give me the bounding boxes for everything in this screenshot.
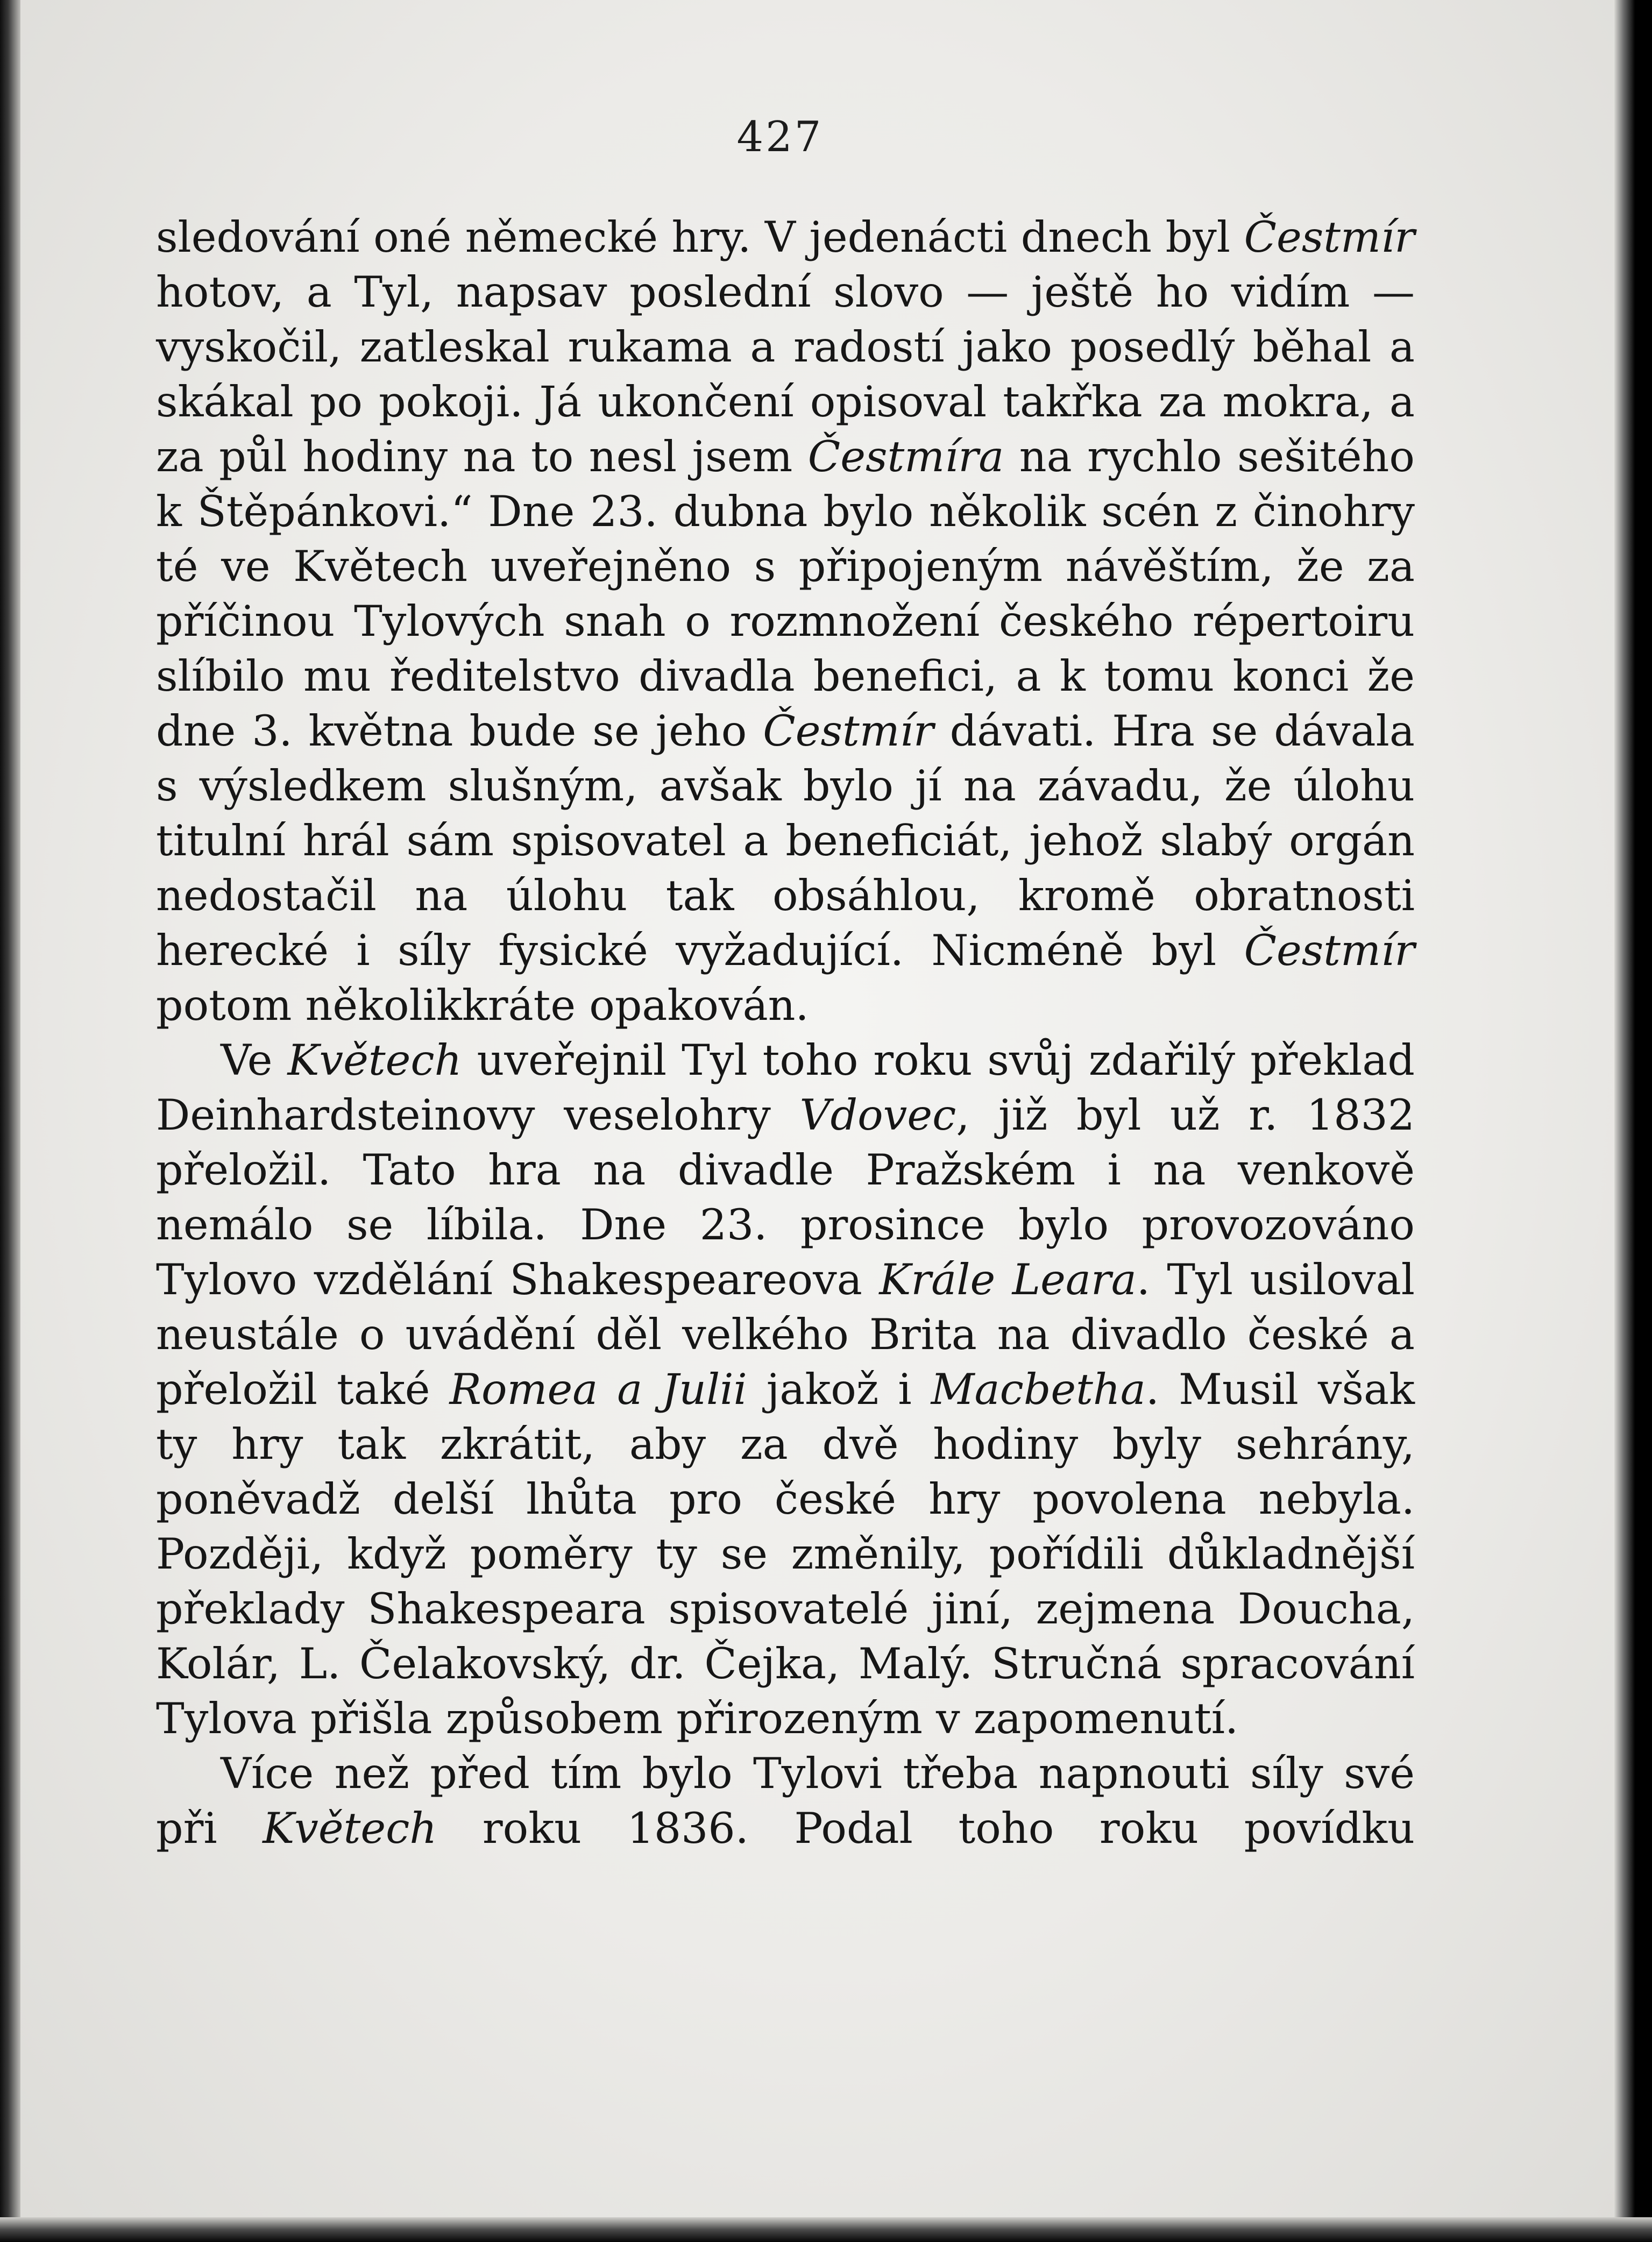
italic-title: Květech xyxy=(287,1035,462,1085)
text-run: na rychlo sešitého k Štěpánkovi.“ Dne 23. dubna bylo několik scén z činohry té ve Květech uveřejněno s připojeným návěštím, že za příčinou Tylových snah o rozmnožení českého répertoiru slíbilo mu ředitelstvo divadla benefici, a k tomu konci že dne 3. května bude se jeho xyxy=(156,432,1415,756)
text-run: , již byl už r. 1832 přeložil. Tato hra na divadle Pražském i na venkově nemálo se líbila. Dne 23. prosince bylo provozováno Tylovo vzdělání Shakespeareova xyxy=(156,1090,1415,1304)
text-run: . Musil však ty hry tak zkrátit, aby za dvě hodiny byly sehrány, poněvadž delší lhůta pro české hry povolena nebyla. Později, když poměry ty se změnily, pořídili důkladnější překlady Shakespeara spisovatelé jiní, zejmena Doucha, Kolár, L. Čelakovský, dr. Čejka, Malý. Stručná spracování Tylova přišla způsobem přirozeným v zapomenutí. xyxy=(156,1365,1415,1743)
scan-left-edge xyxy=(0,0,20,2242)
paragraph-1 xyxy=(156,210,1415,1033)
text-run: . Tyl usiloval neustále o uvádění děl velkého Brita na divadlo české a přeložil také xyxy=(156,1255,1415,1414)
text-run: potom několikkráte opakován. xyxy=(156,981,809,1030)
italic-title: Krále Leara xyxy=(879,1255,1137,1304)
italic-title: Macbetha xyxy=(931,1365,1146,1414)
text-run: Ve xyxy=(221,1035,288,1085)
italic-title: Čestmír xyxy=(763,706,934,756)
italic-title: Čestmír xyxy=(1244,212,1415,262)
text-run: sledování oné německé hry. V jedenácti dnech byl xyxy=(156,212,1244,262)
text-run: uveřejnil Tyl toho roku svůj zdařilý překlad Deinhardsteinovy veselohry xyxy=(156,1035,1415,1140)
italic-title: Čestmír xyxy=(1244,926,1415,975)
italic-title: Květech xyxy=(263,1804,437,1853)
italic-title: Romea a Julii xyxy=(449,1365,747,1414)
scan-right-edge xyxy=(1614,0,1652,2242)
text-run: Více než před tím bylo Tylovi třeba napnouti síly své při xyxy=(156,1749,1415,1853)
page-number: 427 xyxy=(736,113,824,161)
paragraph-3 xyxy=(156,1746,1415,1856)
text-run: hotov, a Tyl, napsav poslední slovo — ještě ho vidím — vyskočil, zatleskal rukama a radostí jako posedlý běhal a skákal po pokoji. Já ukončení opisoval takřka za mokra, a za půl hodiny na to nesl jsem xyxy=(156,267,1415,481)
paragraph-2 xyxy=(156,1033,1415,1746)
text-run: roku 1836. Podal toho roku povídku xyxy=(437,1804,1415,1853)
italic-title: Vdovec xyxy=(799,1090,956,1140)
scan-bottom-edge xyxy=(0,2217,1652,2242)
italic-title: Čestmíra xyxy=(807,432,1004,481)
text-run: jakož i xyxy=(747,1365,931,1414)
text-run: dávati. Hra se dávala s výsledkem slušným, avšak bylo jí na závadu, že úlohu titulní hrál sám spisovatel a beneficiát, jehož slabý orgán nedostačil na úlohu tak obsáhlou, kromě obratnosti herecké i síly fysické vyžadující. Nicméně byl xyxy=(156,706,1415,975)
body-text xyxy=(156,210,1415,1856)
